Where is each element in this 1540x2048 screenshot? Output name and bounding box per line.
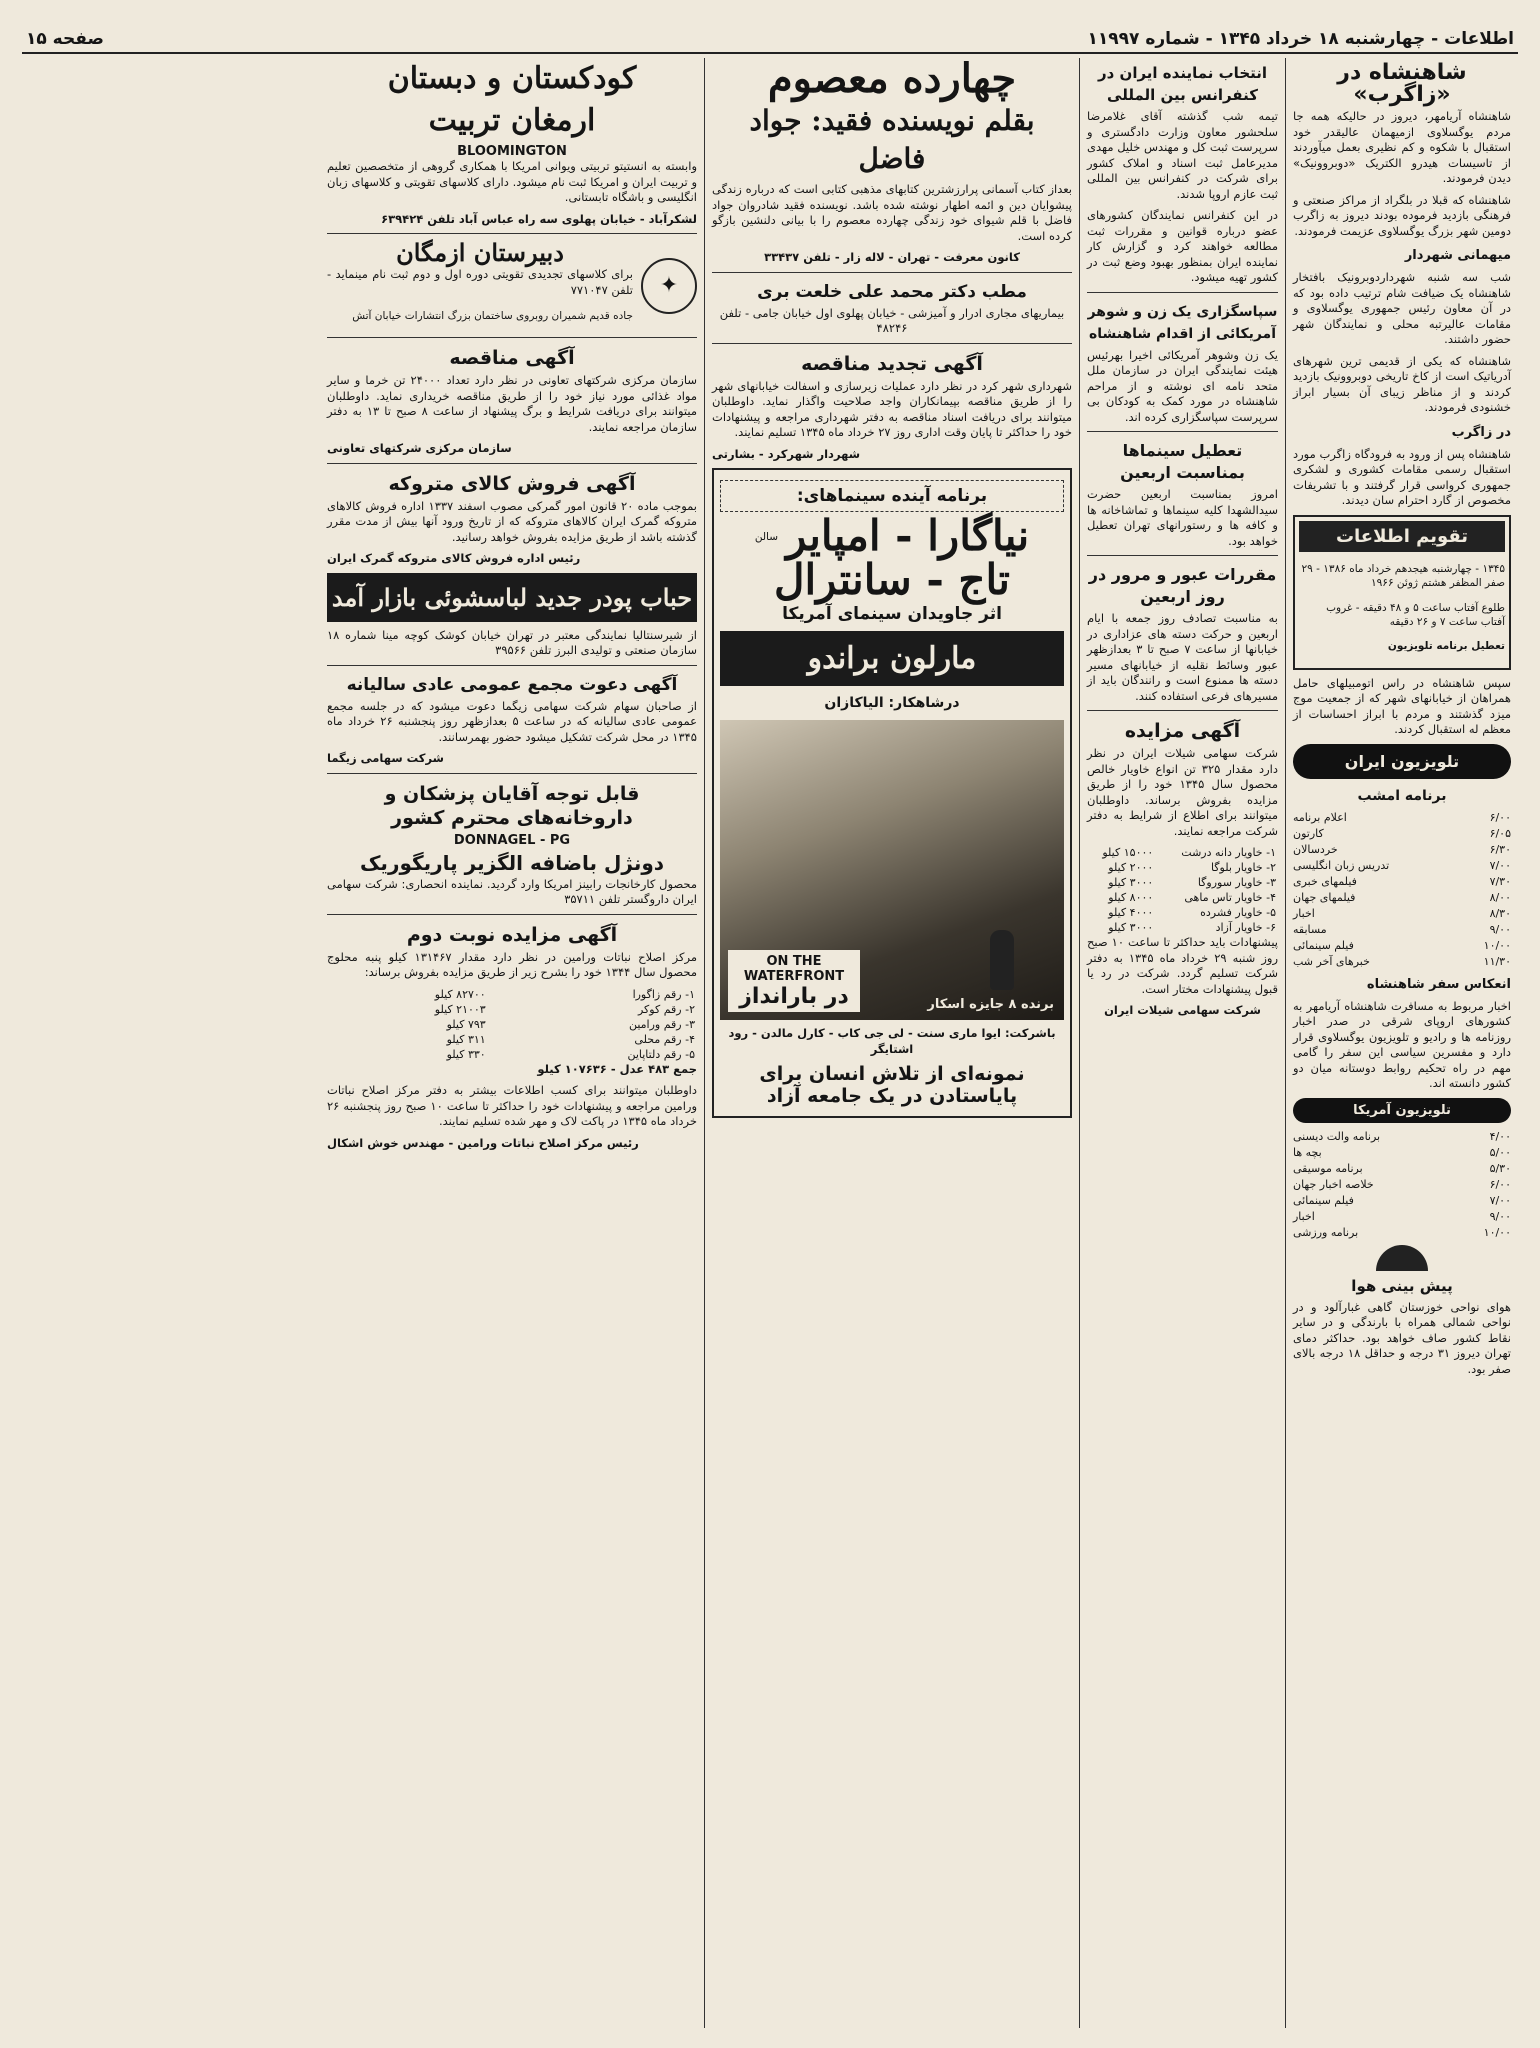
tv-program-list — [1293, 1129, 1511, 1241]
school-name: ارمغان تربیت — [428, 103, 596, 138]
column-books-cinema — [705, 58, 1080, 2028]
tv-schedule-us — [1293, 1098, 1511, 1241]
awards: برنده ۸ جایزه اسکار — [927, 997, 1054, 1012]
cotton-table — [327, 987, 697, 1062]
paragraph: اخبار مربوط به مسافرت شاهنشاه آریامهر به کشورهای اروپای شرقی در صدر اخبار روزنامه ها و رادیو و تلویزیون یوگسلاوی قرار دارد و مفسرین سیاسی این سفر را گامی مهم در راه تحکیم روابط دوستانه میان دو کشور دانسته اند. — [1293, 998, 1511, 1090]
cinema-ad — [712, 468, 1072, 1118]
paragraph: شاهنشاه آریامهر، دیروز در حالیکه همه جا مردم یوگسلاوی ازمیهمان عالیقدر خود استقبال با شکوه و کم نظیری بعمل میآوردند از تاسیسات هیدرو الکتریک «دوبروونیک» دیدن فرمودند. — [1293, 109, 1511, 185]
list-item: ۱۰/۰۰ برنامه ورزشی — [1293, 1225, 1511, 1239]
school2-text: برای کلاسهای تجدیدی تقویتی دوره اول و دوم ثبت نام مینماید - تلفن ۷۷۱۰۴۷ — [327, 267, 633, 297]
subheading: میهمانی شهردار — [1404, 248, 1511, 263]
list-item: ۷/۰۰ فیلم سینمائی — [1293, 1193, 1511, 1207]
cinema-title: برنامه آینده سینماهای: — [720, 480, 1064, 512]
table-row: ۴- رقم محلی ۳۱۱ کیلو — [446, 1032, 695, 1046]
list-item: ۹/۰۰ اخبار — [1293, 1209, 1511, 1223]
ad-tender-coop — [327, 337, 697, 457]
movie-slogan: نمونه‌ای از تلاش انسان برای پایاستادن در یک جامعه آزاد — [759, 1063, 1025, 1107]
school-emblem-icon: ✦ — [641, 258, 697, 314]
paragraph: یک زن وشوهر آمریکائی اخیرا بهرئیس هیئت نمایندگی ایران در سازمان ملل متحد نامه ای نوشته و از مراحم شاهنشاه در مورد کمک به کودکان بی سرپرست سپاسگزاری کرده اند. — [1087, 347, 1278, 424]
list-item: ۶/۳۰ خردسالان — [1293, 842, 1511, 856]
doctor-details: بیماریهای مجاری ادرار و آمیزشی - خیابان پهلوی اول خیابان جامی - تلفن ۴۸۲۴۶ — [719, 305, 1065, 335]
signature: شرکت سهامی شیلات ایران — [1104, 1003, 1261, 1017]
ad-tender — [712, 343, 1072, 463]
headline: آگهی مزایده — [1124, 720, 1241, 742]
cinema-prefix: سالن — [754, 531, 779, 543]
school2-title: دبیرستان ازمگان — [396, 238, 564, 267]
signature: شهردار شهرکرد - بشارتی — [712, 446, 861, 461]
headline: آگهی مزایده نوبت دوم — [406, 923, 618, 946]
school-address: لشکرآباد - خیابان پهلوی سه راه عباس آباد تلفن ۶۳۹۴۲۴ — [381, 211, 697, 226]
tv-logo-us: تلویزیون آمریکا — [1293, 1098, 1511, 1123]
paragraph: داوطلبان میتوانند برای کسب اطلاعات بیشتر به دفتر مرکز اصلاح نباتات ورامین مراجعه و پیشنهادات خود را حداکثر تا ساعت ۱۰ صبح روز پنجشنبه ۲۶ خرداد ماه ۱۳۴۵ در پاکت لاک و مهر شده تسلیم نمایند. — [327, 1083, 698, 1128]
headline: آگهی تجدید مناقصه — [801, 352, 983, 375]
list-item: ۶/۰۰ اعلام برنامه — [1293, 810, 1511, 824]
calendar-title: تقویم اطلاعات — [1299, 521, 1505, 552]
calendar-box — [1293, 515, 1511, 670]
paragraph: سپس شاهنشاه در راس اتومبیلهای حامل همراهان از خیابانهای شهر که از جمعیت موج میزد گذشتند و مردم با ابراز احساسات از معظم له استقبال کردند. — [1293, 675, 1511, 736]
list-item: ۵/۳۰ برنامه موسیقی — [1293, 1161, 1511, 1175]
weather-box — [1293, 1245, 1511, 1378]
headline: مقررات عبور و مرور در روز اربعین — [1088, 565, 1277, 606]
movie-star: مارلون براندو — [720, 631, 1064, 686]
headline: آگهی مناقصه — [449, 347, 575, 369]
tv-title: برنامه امشب — [1357, 787, 1447, 804]
signature: رئیس اداره فروش کالای متروکه گمرک ایران — [327, 551, 581, 565]
list-item: ۴/۰۰ برنامه والت دیسنی — [1293, 1129, 1511, 1143]
caviar-table — [1087, 845, 1278, 935]
headline-fourteen: چهارده معصوم — [767, 58, 1017, 102]
table-row: ۳- خاویار سوروگا ۳۰۰۰ کیلو — [1108, 876, 1276, 889]
paragraph: محصول کارخانجات رابینز امریکا وارد گردید. نماینده انحصاری: شرکت سهامی ایران داروگستر تلفن ۳۵۷۱۱ — [327, 876, 697, 906]
school-title: کودکستان و دبستان — [387, 61, 637, 96]
movie-poster-photo — [720, 720, 1064, 1020]
list-item: ۹/۰۰ مسابقه — [1293, 922, 1511, 936]
movie-cast: باشرکت: ایوا ماری سنت - لی جی کاب - کارل مالدن - رود اشتایگر — [728, 1026, 1056, 1056]
headline-shah-zagreb: شاهنشاه در «زاگرب» — [1337, 60, 1467, 107]
doctor-ad — [712, 272, 1072, 337]
headline: آگهی دعوت مجمع عمومی عادی سالیانه — [346, 674, 678, 695]
paragraph: مرکز اصلاح نباتات ورامین در نظر دارد مقدار ۱۳۱۴۶۷ کیلو پنبه محلوج محصول سال ۱۳۴۴ خود را بشرح زیر از طریق مزایده بفروش برساند: — [327, 949, 697, 979]
list-item: ۸/۰۰ فیلمهای جهان — [1293, 890, 1511, 904]
drug-fa: دونژل باضافه الگزیر پاریگوریک — [359, 850, 665, 875]
school2-address: جاده قدیم شمیران روبروی ساختمان بزرگ انتشارات خیابان آتش — [352, 309, 633, 322]
column-ads — [320, 58, 705, 2028]
weather-text: هوای نواحی خوزستان گاهی غبارآلود و در نواحی شمالی همراه با بارندگی و در سایر نقاط کشور صاف خواهد بود. حداکثر دمای تهران دیروز ۳۱ درجه و حداقل ۱۸ درجه بالای صفر بود. — [1293, 1299, 1511, 1376]
column-news — [1080, 58, 1286, 2028]
paragraph: شاهنشاه که قبلا در بلگراد از مراکز صنعتی و فرهنگی بازدید فرموده بودند دیروز به زاگرب دومین شهر بزرگ یوگسلاوی عزیمت فرمودند. — [1293, 192, 1511, 238]
list-item: ۵/۰۰ بچه ها — [1293, 1145, 1511, 1159]
table-total: جمع ۴۸۳ عدل - ۱۰۷۶۳۶ کیلو — [537, 1061, 697, 1076]
publisher: کانون معرفت - تهران - لاله زار - تلفن ۳۳۴۳۷ — [764, 250, 1020, 264]
table-row: ۲- خاویار بلوگا ۲۰۰۰ کیلو — [1108, 861, 1276, 874]
article-traffic — [1087, 555, 1278, 704]
table-row: ۲- رقم کوکر ۲۱۰۰۳ کیلو — [434, 1002, 695, 1016]
movie-director: درشاهکار: الیاکازان — [824, 695, 960, 711]
calendar-sun: طلوع آفتاب ساعت ۵ و ۴۸ دقیقه - غروب آفتاب ساعت ۷ و ۲۶ دقیقه — [1326, 601, 1505, 628]
cinema-names: نیاگارا - امپایر — [786, 511, 1030, 560]
paragraph: در این کنفرانس نمایندگان کشورهای عضو درباره قوانین و مقررات ثبت مطالعه خواهند کرد و گزارش کار نماینده ایران بمنظور بهبود وضع ثبت در کشور تهیه میشود. — [1087, 208, 1278, 284]
columns — [22, 58, 1518, 2028]
paragraph: شب سه شنبه شهرداردوبرونیک بافتخار شاهنشاه یک ضیافت شام ترتیب داده بود که در آن معاون رئیس جمهوری یوگسلاوی و مقامات عالیرتبه محلی و نمایندگان شهر حضور داشتند. — [1293, 270, 1511, 346]
tv-logo-iran: تلویزیون ایران — [1293, 744, 1511, 779]
cinema-names-2: تاج - سانترال — [774, 555, 1010, 604]
signature: رئیس مرکز اصلاح نباتات ورامین - مهندس خوش اشکال — [327, 1135, 639, 1150]
ad-auction-cotton — [327, 914, 697, 1152]
signature: سازمان مرکزی شرکتهای تعاونی — [327, 441, 512, 455]
paragraph: تیمه شب گذشته آقای غلامرضا سلحشور معاون وزارت دادگستری و سرپرست ثبت کل و مهندس خلیل مهدی مدیرعامل ثبت اسناد و املاک کشور برای شرکت در کنفرانس بین المللی ثبت عازم اروپا شدند. — [1087, 109, 1278, 201]
sun-icon — [1376, 1245, 1428, 1271]
paragraph: پیشنهادات باید حداکثر تا ساعت ۱۰ صبح روز شنبه ۲۹ خرداد ماه ۱۳۴۵ به دفتر شرکت تسلیم گردد. شرکت در رد یا قبول پیشنهادات مختار است. — [1087, 935, 1278, 996]
paper-info: اطلاعات - چهارشنبه ۱۸ خرداد ۱۳۴۵ - شماره ۱۱۹۹۷ — [1087, 29, 1514, 49]
table-row: ۳- رقم ورامین ۷۹۳ کیلو — [446, 1017, 695, 1031]
paragraph: بموجب ماده ۲۰ قانون امور گمرکی مصوب اسفند ۱۳۳۷ اداره فروش کالاهای متروکه گمرک ایران کالاهای متروکه که از تاریخ ورود آنها بیش از مدت مقرر گذشته باشد از طریق مزایده بفروش خواهد رسانید. — [327, 498, 697, 544]
article-cinema-closure — [1087, 431, 1278, 549]
headline-conference: انتخاب نماینده ایران در کنفرانس بین المللی — [1097, 64, 1268, 104]
table-row: ۴- خاویار تاس ماهی ۸۰۰۰ کیلو — [1108, 891, 1276, 904]
list-item: ۶/۰۵ کارتون — [1293, 826, 1511, 840]
oscar-statuette-icon — [990, 930, 1014, 990]
paragraph: سازمان مرکزی شرکتهای تعاونی در نظر دارد تعداد ۲۴۰۰۰ تن خرما و سایر مواد غذائی مورد نیاز خود را از طریق مناقصه خریداری نماید. داوطلبان میتوانند برای دریافت شرایط و برگ پیشنهاد از ساعت ۸ صبح تا ۱۳ به دفتر سازمان مراجعه نمایند. — [327, 373, 697, 434]
paragraph: شهرداری شهر کرد در نظر دارد عملیات زیرسازی و اسفالت خیابانهای شهر را از طریق مناقصه بپیمانکاران واجد صلاحیت واگذار نماید. داوطلبان میتوانند برای دریافت اسناد مناقصه به دفتر شهرداری مراجعه و پیشنهادات خود را حداکثر تا پایان وقت اداری روز ۲۷ خرداد ماه ۱۳۴۵ تسلیم نمایند. — [712, 378, 1072, 439]
drug-en: DONNAGEL - PG — [453, 832, 571, 848]
column-shah-visit — [1286, 58, 1518, 2028]
list-item: ۶/۰۰ خلاصه اخبار جهان — [1293, 1177, 1511, 1191]
paragraph: شاهنشاه پس از ورود به فرودگاه زاگرب مورد استقبال رسمی مقامات کشوری و لشکری جمهوری کرواسی قرار گرفتند و با تشریفات مخصوص از گارد احترام سان دیدند. — [1293, 446, 1511, 507]
paragraph: شرکت سهامی شیلات ایران در نظر دارد مقدار ۳۲۵ تن انواع خاویار خالص محصول سال ۱۳۴۵ خود را از طریق مزایده بفروش برساند. داوطلبان میتوانند برای اطلاع از شرایط به دفتر شرکت مراجعه نمایند. — [1087, 746, 1278, 838]
ad-pharma — [327, 773, 697, 908]
ad-meeting — [327, 665, 697, 767]
tv-schedule-iran — [1293, 744, 1511, 970]
signature: شرکت سهامی زیگما — [327, 751, 444, 765]
list-item: ۷/۰۰ تدریس زبان انگلیسی — [1293, 858, 1511, 872]
detergent-banner: حباب پودر جدید لباسشوئی بازار آمد — [327, 573, 697, 622]
table-row: ۵- رقم دلتاپاین ۳۳۰ کیلو — [446, 1047, 695, 1061]
table-row: ۶- خاویار آزاد ۳۰۰۰ کیلو — [1108, 921, 1276, 934]
list-item: ۷/۳۰ فیلمهای خبری — [1293, 874, 1511, 888]
paragraph: بعداز کتاب آسمانی پرارزشترین کتابهای مذهبی کتابی است که درباره زندگی پیشوایان دین و ائمه اطهار نوشته شده باشد. نویسنده فقید شادروان جواد فاضل با قلم شیوای خود زندگی چهارده معصوم را با بیانی دلنشین بازگو کرده است. — [712, 182, 1072, 243]
page-number: صفحه ۱۵ — [26, 29, 104, 49]
headline-author: بقلم نویسنده فقید: جواد فاضل — [749, 104, 1035, 175]
tv-program-list — [1293, 810, 1511, 970]
paragraph: وابسته به انستیتو تربیتی ویوانی امریکا با همکاری گروهی از متخصصین تعلیم و تربیت ایران و امریکا ثبت نام میشود. دارای کلاسهای تقویتی و کلاسهای زبان انگلیسی و باشگاه تابستانی. — [327, 159, 697, 204]
paragraph: از شیرسنتالیا نمایندگی معتبر در تهران خیابان کوشک کوچه مینا شماره ۱۸ سازمان صنعتی و تولیدی البرز تلفن ۳۹۵۶۶ — [327, 627, 697, 657]
subheading: انعکاس سفر شاهنشاه — [1366, 976, 1511, 992]
page-header — [22, 26, 1518, 54]
cinema-subtitle: اثر جاویدان سینمای آمریکا — [782, 604, 1002, 624]
article-thanks — [1087, 292, 1278, 426]
subheading: در زاگرب — [1451, 424, 1511, 440]
calendar-date: ۱۳۴۵ - چهارشنبه هیجدهم خرداد ماه ۱۳۸۶ - ۲۹ صفر المظفر هشتم ژوئن ۱۹۶۶ — [1301, 563, 1505, 589]
ad-auction-caviar — [1087, 710, 1278, 1019]
headline: قابل توجه آقایان پزشکان و داروخانه‌های محترم کشور — [384, 782, 640, 829]
paragraph: به مناسبت تصادف روز جمعه با ایام اربعین و حرکت دسته های عزاداری در خیابانها از ساعت ۷ صبح تا ۳ بعدازظهر عبور وسائط نقلیه از خیابانهای مسیر دسته ها ممنوع است و رانندگان باید از مسیرهای فرعی استفاده کنند. — [1087, 611, 1278, 703]
headline: سپاسگزاری یک زن و شوهر آمریکائی از اقدام شاهنشاه — [1087, 303, 1278, 342]
weather-title: پیش بینی هوا — [1351, 1276, 1453, 1295]
headline: آگهی فروش کالای متروکه — [388, 472, 636, 495]
table-row: ۵- خاویار فشرده ۴۰۰۰ کیلو — [1108, 906, 1276, 919]
list-item: ۱۰/۰۰ فیلم سینمائی — [1293, 938, 1511, 952]
paragraph: امروز بمناسبت اربعین حضرت سیدالشهدا کلیه سینماها و تماشاخانه ها و کافه ها و رستورانهای تهران تعطیل خواهد بود. — [1087, 487, 1278, 548]
table-row: ۱- خاویار دانه درشت ۱۵۰۰۰ کیلو — [1102, 846, 1276, 859]
paragraph: از صاحبان سهام شرکت سهامی زیگما دعوت میشود که در جلسه مجمع عمومی عادی سالیانه که در ساعت ۵ بعدازظهر روز پنجشنبه ۲۶ خرداد ماه ۱۳۴۵ در محل شرکت تشکیل میشود حضور بهمرسانند. — [327, 698, 697, 744]
school2-ad — [327, 233, 697, 333]
ad-abandoned-goods — [327, 463, 697, 567]
list-item: ۸/۳۰ اخبار — [1293, 906, 1511, 920]
doctor-name: مطب دکتر محمد علی خلعت بری — [757, 281, 1027, 302]
movie-title-fa: در بارانداز — [739, 984, 849, 1009]
headline: تعطیل سینماها بمناسبت اربعین — [1120, 441, 1245, 482]
paragraph: شاهنشاه که یکی از قدیمی ترین شهرهای آدریاتیک است از کاخ تاریخی دوبروونیک بازدید کردند و از مناظر زیبای آن بسیار ابراز خشنودی فرمودند. — [1293, 353, 1511, 414]
calendar-tv-note: تعطیل برنامه تلویزیون — [1387, 640, 1505, 652]
table-row: ۱- رقم زاگورا ۸۲۷۰۰ کیلو — [434, 987, 695, 1001]
school-en: BLOOMINGTON — [457, 144, 567, 159]
movie-title-en: ON THE WATERFRONT — [743, 954, 845, 984]
list-item: ۱۱/۳۰ خبرهای آخر شب — [1293, 954, 1511, 968]
